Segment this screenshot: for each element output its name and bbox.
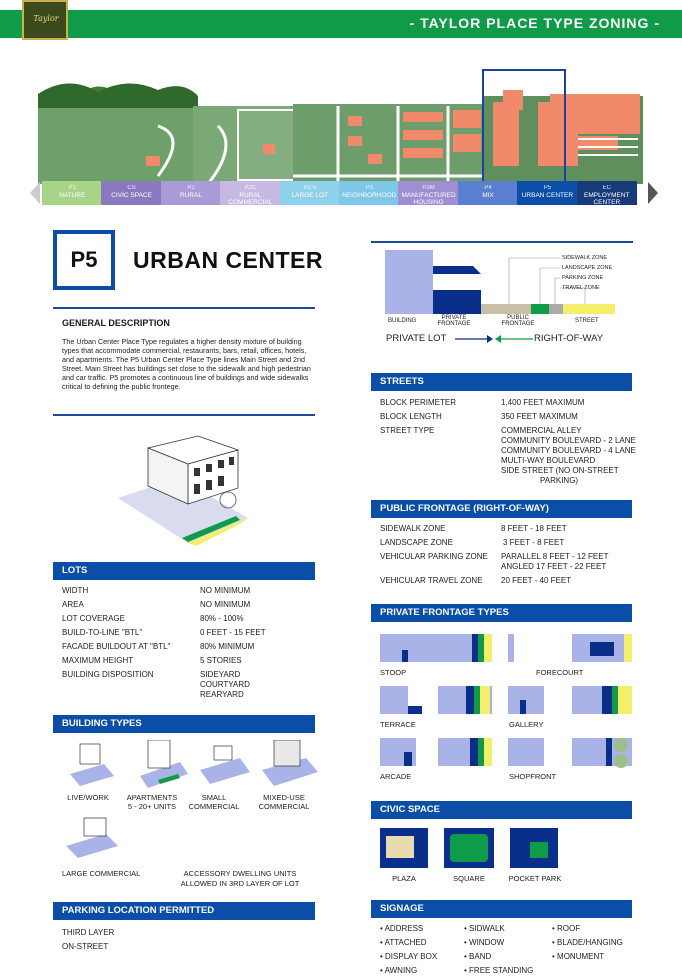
plan-yellow — [484, 738, 492, 766]
zone-label: PARKING ZONE — [562, 275, 604, 281]
arrow-left-icon — [495, 335, 501, 343]
frontage-row-value: PARALLEL 8 FEET - 12 FEET — [501, 552, 609, 561]
tab-code: P2.5 — [303, 185, 316, 191]
lot-row-value: 5 STORIES — [200, 656, 242, 665]
tab-code: P2 — [187, 185, 195, 191]
signage-text: WINDOW — [469, 938, 505, 947]
forecourt-diagram — [508, 634, 544, 662]
lot-row-label: BUILD-TO-LINE "BTL" — [62, 628, 143, 637]
tab-label: LARGE LOT — [291, 192, 329, 199]
building-label: BUILDING — [388, 318, 417, 324]
gallery-diagram — [508, 686, 544, 714]
street-type-extra: COMMUNITY BOULEVARD - 4 LANE — [501, 446, 636, 455]
frontage-row-label: VEHICULAR TRAVEL ZONE — [380, 576, 483, 585]
frontage-caption: FORECOURT — [536, 668, 584, 677]
plaza-diagram — [380, 828, 428, 868]
tab-label: URBAN CENTER — [521, 192, 574, 199]
signage-item — [464, 966, 533, 975]
parking-zone-block — [549, 304, 563, 314]
lot-row-label: AREA — [62, 600, 84, 609]
signage-text: MONUMENT — [557, 952, 605, 961]
lot-row-value: SIDEYARD — [200, 670, 241, 679]
plan-blue — [590, 642, 614, 656]
signage-item — [464, 924, 505, 933]
nature-land — [38, 96, 193, 184]
transect-tab-p2 — [161, 181, 221, 205]
tree-icon — [220, 492, 236, 508]
shopfront-diagram — [508, 738, 544, 766]
signage-text: DISPLAY BOX — [385, 952, 438, 961]
frontage-row-value: 3 FEET - 8 FEET — [503, 538, 565, 547]
transect-tab-p1 — [42, 181, 102, 205]
bullet-icon: • — [380, 938, 385, 947]
tab-label: NATURE — [59, 192, 86, 199]
lot-row-value: 0 FEET - 15 FEET — [200, 628, 266, 637]
private-frontage-label: PRIVATE FRONTAGE — [437, 315, 471, 327]
transect-tab-p2-5 — [280, 181, 340, 205]
signage-text: ATTACHED — [384, 938, 427, 947]
parking-item: ON-STREET — [62, 942, 109, 951]
sidewalk-zone-block — [481, 304, 531, 314]
signage-text: BAND — [469, 952, 492, 961]
transect-tab-p5 — [517, 181, 577, 205]
apartments-icon — [140, 740, 188, 788]
signage-item — [380, 938, 427, 947]
signage-text: AWNING — [384, 966, 418, 975]
bullet-icon: • — [380, 966, 385, 975]
large-commercial-icon — [62, 816, 122, 862]
accessory-caption: ACCESSORY DWELLING UNITS — [183, 869, 297, 878]
street-row-value: 350 FEET MAXIMUM — [501, 412, 578, 421]
lot-row-label: WIDTH — [62, 586, 89, 595]
building-types-illustrations — [62, 740, 322, 790]
lot-disposition-extra: REARYARD — [200, 690, 244, 699]
signage-text: SIDWALK — [469, 924, 505, 933]
tree-icon — [614, 738, 628, 752]
lot-row-label: LOT COVERAGE — [62, 614, 125, 623]
place-code-box — [53, 230, 115, 290]
stoop-diagram — [380, 634, 438, 662]
tab-code: P2C — [244, 185, 257, 191]
bullet-icon: • — [464, 924, 470, 933]
building-illustration — [108, 428, 258, 553]
signage-bar: SIGNAGE — [371, 900, 632, 918]
tab-label: RURAL — [179, 192, 203, 199]
signage-text: BLADE/HANGING — [557, 938, 623, 947]
parking-bar: PARKING LOCATION PERMITTED — [53, 902, 315, 920]
plan-yellow — [480, 686, 490, 714]
frontage-caption: ARCADE — [380, 772, 412, 781]
signage-text: FREE STANDING — [469, 966, 534, 975]
lot-row-value: NO MINIMUM — [200, 600, 251, 609]
lot-row-value: 80% MINIMUM — [200, 642, 255, 651]
streets-bar: STREETS — [371, 373, 632, 391]
stoop-steps — [402, 650, 408, 662]
signage-item — [464, 938, 504, 947]
tab-code: EC — [602, 185, 611, 191]
frontage-row-value: 20 FEET - 40 FEET — [501, 576, 572, 585]
street-row-value: 1,400 FEET MAXIMUM — [501, 398, 585, 407]
street-row-label: STREET TYPE — [380, 426, 435, 435]
place-code: P5 — [70, 247, 98, 272]
tab-code: CS — [127, 185, 136, 191]
square-diagram — [444, 828, 494, 868]
tree-icon — [614, 754, 628, 768]
plan-line — [470, 738, 478, 766]
transect-illustration — [38, 66, 644, 184]
pocket-park-diagram — [510, 828, 558, 868]
leader-line — [555, 278, 560, 304]
large-commercial-caption: LARGE COMMERCIAL — [62, 869, 141, 878]
frontage-row-value: ANGLED 17 FEET - 22 FEET — [501, 562, 607, 571]
tab-label: CIVIC SPACE — [111, 192, 152, 199]
arrow-right-icon — [487, 335, 493, 343]
tree-canopy — [38, 83, 198, 108]
public-frontage-label: PUBLIC FRONTAGE — [501, 315, 535, 327]
accessory-caption: ALLOWED IN 3RD LAYER OF LOT — [180, 879, 300, 888]
lot-disposition-extra: COURTYARD — [200, 680, 250, 689]
tab-code: P3 — [365, 185, 373, 191]
bullet-icon: • — [552, 938, 558, 947]
lots-bar: LOTS — [53, 562, 315, 580]
plan-yellow — [618, 686, 632, 714]
tab-code: P5 — [543, 185, 552, 191]
divider — [53, 307, 315, 309]
street-type-extra: COMMUNITY BOULEVARD - 2 LANE — [501, 436, 636, 445]
building-types-bar: BUILDING TYPES — [53, 715, 315, 733]
frontage-caption: TERRACE — [380, 720, 416, 729]
mixed-use-icon — [262, 740, 318, 786]
transect-tab-p4 — [458, 181, 518, 205]
street-label: STREET — [575, 318, 599, 324]
bullet-icon: • — [552, 952, 558, 961]
building-type-caption: 5 - 20+ UNITS — [127, 802, 177, 811]
signage-item — [552, 952, 604, 961]
frontage-caption: STOOP — [380, 668, 407, 677]
logo-text: Taylor — [33, 14, 59, 23]
divider — [53, 414, 315, 416]
plan-line — [606, 738, 612, 766]
arcade-column — [404, 752, 412, 766]
leader-line — [509, 258, 560, 304]
transect-tab-ec — [577, 181, 637, 205]
taylor-logo-icon — [22, 0, 68, 40]
civic-caption: PLAZA — [392, 874, 416, 883]
tab-code: P4 — [484, 185, 492, 191]
building-type-caption: COMMERCIAL — [188, 802, 240, 811]
bullet-icon: • — [464, 938, 470, 947]
frontage-row-label: VEHICULAR PARKING ZONE — [380, 552, 488, 561]
signage-item — [380, 966, 417, 975]
tab-label: EMPLOYMENT CENTER — [584, 192, 630, 206]
live-work-icon — [70, 744, 114, 786]
building-type-caption: APARTMENTS — [126, 793, 178, 802]
signage-text: ROOF — [557, 924, 581, 933]
frontage-row-value: 8 FEET - 18 FEET — [501, 524, 567, 533]
plan-line — [602, 686, 612, 714]
bullet-icon: • — [380, 924, 385, 933]
street-type-extra: PARKING) — [540, 476, 579, 485]
tab-label: MIX — [482, 192, 494, 199]
public-frontage-bar: PUBLIC FRONTAGE (RIGHT-OF-WAY) — [371, 500, 632, 518]
civic-space-bar: CIVIC SPACE — [371, 801, 632, 819]
tab-label: RURAL COMMERCIAL — [228, 192, 273, 206]
divider — [371, 241, 633, 243]
header — [0, 0, 682, 40]
right-of-way-label: RIGHT-OF-WAY — [534, 333, 604, 344]
civic-caption: SQUARE — [453, 874, 485, 883]
general-description: The Urban Center Place Type regulates a higher density mixture of building types that accommodate commercial, restaurants, bars, retail, offices, hotels, and apartments. The P5 Urban Center Place Type lines Main Street and 2nd Street. Main Street has buildings set close to the sidewalk and high pedestrian and car traffic. P5 promotes a continuous line of buildings and wide sidewalks critical to defining the public frontege. — [62, 337, 311, 391]
frontage-caption: GALLERY — [509, 720, 544, 729]
bullet-icon: • — [464, 952, 470, 961]
lot-row-value: NO MINIMUM — [200, 586, 251, 595]
private-frontage-block — [433, 290, 481, 314]
street-row-label: BLOCK PERIMETER — [380, 398, 457, 407]
lot-row-label: FACADE BUILDOUT AT "BTL" — [62, 642, 171, 651]
transect-tab-p3m — [398, 181, 458, 205]
terrace-diagram — [380, 686, 408, 714]
transect-tab-p3 — [339, 181, 399, 205]
bullet-icon: • — [464, 966, 470, 975]
landscape-zone-block — [531, 304, 549, 314]
lot-row-label: BUILDING DISPOSITION — [62, 670, 154, 679]
lot-row-label: MAXIMUM HEIGHT — [62, 656, 134, 665]
travel-zone-block — [563, 304, 615, 314]
tab-label: NEIGHBORHOOD — [342, 192, 397, 199]
signage-item — [380, 952, 437, 961]
transect-tab-cs — [101, 181, 161, 205]
plan-yellow — [484, 634, 492, 662]
signage-item — [380, 924, 423, 933]
frontage-row-label: LANDSCAPE ZONE — [380, 538, 453, 547]
signage-item — [464, 952, 491, 961]
building-type-caption: SMALL — [201, 793, 227, 802]
leader-line — [540, 268, 560, 304]
tab-code: P1 — [68, 185, 76, 191]
bullet-icon: • — [552, 924, 558, 933]
lot-row-value: 80% - 100% — [200, 614, 244, 623]
frontage-row-label: SIDEWALK ZONE — [380, 524, 446, 533]
general-heading: GENERAL DESCRIPTION — [62, 318, 170, 328]
signage-item — [552, 938, 623, 947]
parking-item: THIRD LAYER — [62, 928, 115, 937]
street-type-extra: MULTI-WAY BOULEVARD — [501, 456, 596, 465]
lot-row-arrows — [455, 334, 535, 344]
street-row-label: BLOCK LENGTH — [380, 412, 442, 421]
zone-label: SIDEWALK ZONE — [562, 255, 608, 261]
zone-label: TRAVEL ZONE — [562, 285, 600, 291]
right-arrow-icon — [648, 182, 658, 204]
civic-caption: POCKET PARK — [508, 874, 562, 883]
plan-line — [466, 686, 474, 714]
signage-text: ADDRESS — [384, 924, 424, 933]
awning-shape — [433, 266, 481, 274]
tab-code: P3M — [422, 185, 435, 191]
building-block — [385, 250, 433, 314]
private-lot-label: PRIVATE LOT — [386, 333, 447, 344]
page-title: - TAYLOR PLACE TYPE ZONING - — [409, 15, 660, 31]
street-row-value: COMMERCIAL ALLEY — [501, 426, 582, 435]
tab-label: MANUFACTURED HOUSING — [401, 192, 456, 206]
zone-label: LANDSCAPE ZONE — [562, 265, 613, 271]
building-type-caption: COMMERCIAL — [258, 802, 310, 811]
plan-yellow — [624, 634, 632, 662]
terrace-step — [408, 706, 422, 714]
signage-item — [552, 924, 580, 933]
bullet-icon: • — [380, 952, 386, 961]
building-type-caption: MIXED-USE — [263, 793, 305, 802]
transect-tab-p2c — [220, 181, 280, 205]
street-type-extra: SIDE STREET (NO ON-STREET — [501, 466, 619, 475]
building-type-caption: LIVE/WORK — [67, 793, 109, 802]
private-frontage-bar: PRIVATE FRONTAGE TYPES — [371, 604, 632, 622]
small-commercial-icon — [200, 746, 250, 784]
frontage-caption: SHOPFRONT — [509, 772, 557, 781]
gallery-column — [520, 700, 526, 714]
place-name: URBAN CENTER — [133, 247, 323, 273]
left-arrow-icon — [30, 182, 40, 204]
